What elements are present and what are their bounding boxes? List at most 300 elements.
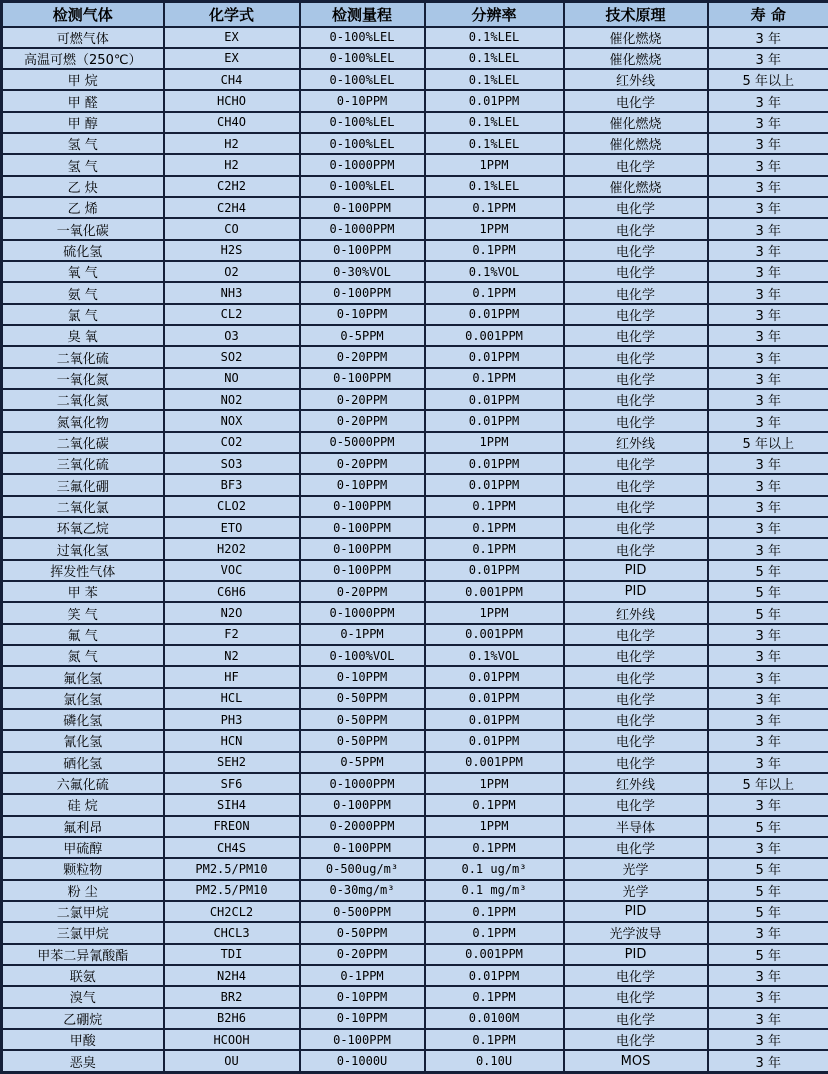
formula-cell: O2 (164, 261, 300, 282)
principle-cell: 电化学 (564, 325, 708, 346)
formula-cell: CH4O (164, 112, 300, 133)
lifespan-cell: 3 年 (708, 645, 828, 666)
table-row (2, 560, 828, 581)
table-body (2, 27, 828, 1073)
range-cell: 0-10PPM (300, 90, 425, 111)
principle-cell: 电化学 (564, 538, 708, 559)
principle-cell: PID (564, 560, 708, 581)
principle-cell: 催化燃烧 (564, 176, 708, 197)
table-row (2, 90, 828, 111)
principle-cell: 电化学 (564, 794, 708, 815)
lifespan-cell: 5 年以上 (708, 432, 828, 453)
resolution-cell: 0.1PPM (425, 986, 564, 1007)
formula-cell: F2 (164, 624, 300, 645)
gas-name-cell: 一氧化氮 (2, 368, 164, 389)
table-row (2, 837, 828, 858)
formula-cell: HCOOH (164, 1029, 300, 1050)
lifespan-cell: 3 年 (708, 986, 828, 1007)
formula-cell: TDI (164, 944, 300, 965)
table-row (2, 986, 828, 1007)
table-row (2, 517, 828, 538)
resolution-cell: 1PPM (425, 773, 564, 794)
range-cell: 0-100%LEL (300, 27, 425, 48)
resolution-cell: 0.1%LEL (425, 48, 564, 69)
gas-name-cell: 硅 烷 (2, 794, 164, 815)
principle-cell: 电化学 (564, 645, 708, 666)
table-row (2, 645, 828, 666)
table-row (2, 922, 828, 943)
range-cell: 0-20PPM (300, 581, 425, 602)
table-row (2, 453, 828, 474)
resolution-cell: 0.001PPM (425, 944, 564, 965)
range-cell: 0-20PPM (300, 346, 425, 367)
resolution-cell: 1PPM (425, 816, 564, 837)
range-cell: 0-1000U (300, 1050, 425, 1072)
principle-cell: 电化学 (564, 474, 708, 495)
formula-cell: SF6 (164, 773, 300, 794)
table-row (2, 752, 828, 773)
lifespan-cell: 3 年 (708, 261, 828, 282)
range-cell: 0-1000PPM (300, 602, 425, 623)
lifespan-cell: 3 年 (708, 368, 828, 389)
principle-cell: 红外线 (564, 432, 708, 453)
table-row (2, 176, 828, 197)
resolution-cell: 0.1%LEL (425, 27, 564, 48)
resolution-cell: 0.01PPM (425, 688, 564, 709)
range-cell: 0-2000PPM (300, 816, 425, 837)
principle-cell: PID (564, 581, 708, 602)
principle-cell: 电化学 (564, 1008, 708, 1029)
gas-name-cell: 联氨 (2, 965, 164, 986)
resolution-cell: 0.1%LEL (425, 133, 564, 154)
table-row (2, 304, 828, 325)
resolution-cell: 1PPM (425, 218, 564, 239)
resolution-cell: 0.1 ug/m³ (425, 858, 564, 879)
principle-cell: 催化燃烧 (564, 48, 708, 69)
table-row (2, 432, 828, 453)
gas-name-cell: 二氧化碳 (2, 432, 164, 453)
resolution-cell: 0.1PPM (425, 794, 564, 815)
table-row (2, 709, 828, 730)
principle-cell: 电化学 (564, 410, 708, 431)
col-header-range: 检测量程 (300, 2, 425, 27)
table-row (2, 410, 828, 431)
lifespan-cell: 3 年 (708, 218, 828, 239)
resolution-cell: 0.001PPM (425, 325, 564, 346)
resolution-cell: 0.1PPM (425, 538, 564, 559)
resolution-cell: 0.1PPM (425, 1029, 564, 1050)
col-header-resolution: 分辨率 (425, 2, 564, 27)
table-row (2, 154, 828, 175)
lifespan-cell: 3 年 (708, 453, 828, 474)
table-row (2, 688, 828, 709)
principle-cell: 电化学 (564, 666, 708, 687)
gas-name-cell: 笑 气 (2, 602, 164, 623)
range-cell: 0-20PPM (300, 410, 425, 431)
resolution-cell: 0.01PPM (425, 389, 564, 410)
table-row (2, 389, 828, 410)
formula-cell: NOX (164, 410, 300, 431)
table-row (2, 197, 828, 218)
gas-name-cell: 环氧乙烷 (2, 517, 164, 538)
formula-cell: CO (164, 218, 300, 239)
resolution-cell: 0.01PPM (425, 346, 564, 367)
table-row (2, 816, 828, 837)
formula-cell: SO3 (164, 453, 300, 474)
formula-cell: C2H4 (164, 197, 300, 218)
range-cell: 0-100PPM (300, 794, 425, 815)
table-row (2, 261, 828, 282)
lifespan-cell: 3 年 (708, 837, 828, 858)
resolution-cell: 0.01PPM (425, 304, 564, 325)
principle-cell: 电化学 (564, 496, 708, 517)
gas-name-cell: 甲 醇 (2, 112, 164, 133)
gas-name-cell: 氨 气 (2, 282, 164, 303)
table-row (2, 48, 828, 69)
resolution-cell: 1PPM (425, 602, 564, 623)
range-cell: 0-10PPM (300, 1008, 425, 1029)
table-row (2, 1008, 828, 1029)
range-cell: 0-100%LEL (300, 133, 425, 154)
lifespan-cell: 3 年 (708, 176, 828, 197)
principle-cell: 电化学 (564, 517, 708, 538)
resolution-cell: 1PPM (425, 432, 564, 453)
range-cell: 0-5PPM (300, 325, 425, 346)
range-cell: 0-100PPM (300, 538, 425, 559)
formula-cell: HCHO (164, 90, 300, 111)
col-header-lifespan: 寿 命 (708, 2, 828, 27)
table-row (2, 496, 828, 517)
table-row (2, 773, 828, 794)
range-cell: 0-10PPM (300, 666, 425, 687)
gas-name-cell: 硒化氢 (2, 752, 164, 773)
principle-cell: 电化学 (564, 282, 708, 303)
range-cell: 0-100PPM (300, 560, 425, 581)
lifespan-cell: 3 年 (708, 517, 828, 538)
formula-cell: VOC (164, 560, 300, 581)
gas-name-cell: 三氯甲烷 (2, 922, 164, 943)
lifespan-cell: 3 年 (708, 154, 828, 175)
range-cell: 0-20PPM (300, 389, 425, 410)
range-cell: 0-1000PPM (300, 154, 425, 175)
lifespan-cell: 5 年以上 (708, 69, 828, 90)
principle-cell: 电化学 (564, 368, 708, 389)
principle-cell: 红外线 (564, 773, 708, 794)
range-cell: 0-100PPM (300, 197, 425, 218)
lifespan-cell: 3 年 (708, 624, 828, 645)
gas-name-cell: 六氟化硫 (2, 773, 164, 794)
lifespan-cell: 3 年 (708, 688, 828, 709)
gas-name-cell: 恶臭 (2, 1050, 164, 1072)
gas-name-cell: 磷化氢 (2, 709, 164, 730)
range-cell: 0-1PPM (300, 624, 425, 645)
table-row (2, 730, 828, 751)
lifespan-cell: 5 年 (708, 880, 828, 901)
principle-cell: 催化燃烧 (564, 133, 708, 154)
lifespan-cell: 3 年 (708, 666, 828, 687)
principle-cell: 电化学 (564, 965, 708, 986)
lifespan-cell: 3 年 (708, 1050, 828, 1072)
principle-cell: 电化学 (564, 730, 708, 751)
principle-cell: MOS (564, 1050, 708, 1072)
range-cell: 0-100%LEL (300, 176, 425, 197)
table-row (2, 794, 828, 815)
resolution-cell: 0.01PPM (425, 709, 564, 730)
lifespan-cell: 5 年 (708, 581, 828, 602)
gas-name-cell: 甲 醛 (2, 90, 164, 111)
gas-name-cell: 二氯甲烷 (2, 901, 164, 922)
formula-cell: CL2 (164, 304, 300, 325)
formula-cell: N2 (164, 645, 300, 666)
gas-name-cell: 二氧化硫 (2, 346, 164, 367)
range-cell: 0-100PPM (300, 240, 425, 261)
formula-cell: HCN (164, 730, 300, 751)
resolution-cell: 0.01PPM (425, 666, 564, 687)
formula-cell: PM2.5/PM10 (164, 858, 300, 879)
lifespan-cell: 5 年 (708, 560, 828, 581)
resolution-cell: 0.01PPM (425, 453, 564, 474)
principle-cell: PID (564, 944, 708, 965)
range-cell: 0-100%LEL (300, 48, 425, 69)
lifespan-cell: 3 年 (708, 112, 828, 133)
resolution-cell: 0.1PPM (425, 197, 564, 218)
principle-cell: 电化学 (564, 837, 708, 858)
lifespan-cell: 3 年 (708, 197, 828, 218)
gas-name-cell: 过氧化氢 (2, 538, 164, 559)
lifespan-cell: 5 年 (708, 816, 828, 837)
resolution-cell: 0.1PPM (425, 901, 564, 922)
principle-cell: 电化学 (564, 389, 708, 410)
range-cell: 0-500ug/m³ (300, 858, 425, 879)
formula-cell: OU (164, 1050, 300, 1072)
table-row (2, 858, 828, 879)
lifespan-cell: 5 年以上 (708, 773, 828, 794)
principle-cell: 半导体 (564, 816, 708, 837)
lifespan-cell: 3 年 (708, 410, 828, 431)
lifespan-cell: 5 年 (708, 901, 828, 922)
resolution-cell: 0.1PPM (425, 368, 564, 389)
principle-cell: 电化学 (564, 197, 708, 218)
gas-name-cell: 粉 尘 (2, 880, 164, 901)
lifespan-cell: 5 年 (708, 858, 828, 879)
resolution-cell: 0.01PPM (425, 410, 564, 431)
formula-cell: HCL (164, 688, 300, 709)
resolution-cell: 0.1PPM (425, 922, 564, 943)
principle-cell: 电化学 (564, 1029, 708, 1050)
table-row (2, 368, 828, 389)
gas-name-cell: 氟化氢 (2, 666, 164, 687)
principle-cell: 电化学 (564, 261, 708, 282)
range-cell: 0-50PPM (300, 730, 425, 751)
formula-cell: CH4S (164, 837, 300, 858)
range-cell: 0-1PPM (300, 965, 425, 986)
formula-cell: CO2 (164, 432, 300, 453)
principle-cell: 电化学 (564, 90, 708, 111)
principle-cell: 电化学 (564, 346, 708, 367)
range-cell: 0-100PPM (300, 517, 425, 538)
range-cell: 0-50PPM (300, 922, 425, 943)
formula-cell: SO2 (164, 346, 300, 367)
lifespan-cell: 3 年 (708, 389, 828, 410)
formula-cell: NO (164, 368, 300, 389)
range-cell: 0-20PPM (300, 453, 425, 474)
table-row (2, 965, 828, 986)
formula-cell: HF (164, 666, 300, 687)
principle-cell: 电化学 (564, 688, 708, 709)
gas-name-cell: 乙 烯 (2, 197, 164, 218)
formula-cell: N2O (164, 602, 300, 623)
lifespan-cell: 3 年 (708, 752, 828, 773)
range-cell: 0-10PPM (300, 474, 425, 495)
table-row (2, 325, 828, 346)
gas-name-cell: 硫化氢 (2, 240, 164, 261)
gas-name-cell: 甲苯二异氰酸酯 (2, 944, 164, 965)
table-row (2, 474, 828, 495)
table-row (2, 133, 828, 154)
lifespan-cell: 3 年 (708, 730, 828, 751)
gas-name-cell: 氮氧化物 (2, 410, 164, 431)
principle-cell: 电化学 (564, 154, 708, 175)
resolution-cell: 0.1%LEL (425, 69, 564, 90)
lifespan-cell: 3 年 (708, 346, 828, 367)
principle-cell: 光学波导 (564, 922, 708, 943)
gas-name-cell: 甲 烷 (2, 69, 164, 90)
resolution-cell: 0.01PPM (425, 474, 564, 495)
gas-name-cell: 氢 气 (2, 133, 164, 154)
col-header-gas-name: 检测气体 (2, 2, 164, 27)
principle-cell: 电化学 (564, 218, 708, 239)
resolution-cell: 0.01PPM (425, 560, 564, 581)
lifespan-cell: 3 年 (708, 27, 828, 48)
formula-cell: B2H6 (164, 1008, 300, 1029)
principle-cell: 光学 (564, 880, 708, 901)
formula-cell: H2 (164, 133, 300, 154)
table-row (2, 581, 828, 602)
table-row (2, 538, 828, 559)
resolution-cell: 1PPM (425, 154, 564, 175)
resolution-cell: 0.10U (425, 1050, 564, 1072)
range-cell: 0-10PPM (300, 986, 425, 1007)
gas-name-cell: 氧 气 (2, 261, 164, 282)
table-row (2, 1050, 828, 1072)
formula-cell: NH3 (164, 282, 300, 303)
gas-name-cell: 氯 气 (2, 304, 164, 325)
range-cell: 0-100PPM (300, 837, 425, 858)
formula-cell: SEH2 (164, 752, 300, 773)
formula-cell: EX (164, 48, 300, 69)
gas-name-cell: 颗粒物 (2, 858, 164, 879)
formula-cell: H2 (164, 154, 300, 175)
range-cell: 0-100PPM (300, 496, 425, 517)
formula-cell: EX (164, 27, 300, 48)
header-row (2, 2, 828, 27)
col-header-principle: 技术原理 (564, 2, 708, 27)
gas-name-cell: 氰化氢 (2, 730, 164, 751)
table-row (2, 112, 828, 133)
formula-cell: SIH4 (164, 794, 300, 815)
gas-name-cell: 氮 气 (2, 645, 164, 666)
gas-name-cell: 氢 气 (2, 154, 164, 175)
lifespan-cell: 3 年 (708, 282, 828, 303)
resolution-cell: 0.1PPM (425, 240, 564, 261)
lifespan-cell: 3 年 (708, 1008, 828, 1029)
gas-name-cell: 甲酸 (2, 1029, 164, 1050)
gas-name-cell: 可燃气体 (2, 27, 164, 48)
resolution-cell: 0.1PPM (425, 517, 564, 538)
lifespan-cell: 3 年 (708, 304, 828, 325)
formula-cell: CLO2 (164, 496, 300, 517)
lifespan-cell: 3 年 (708, 496, 828, 517)
resolution-cell: 0.001PPM (425, 624, 564, 645)
gas-name-cell: 溴气 (2, 986, 164, 1007)
range-cell: 0-100%LEL (300, 69, 425, 90)
gas-name-cell: 三氟化硼 (2, 474, 164, 495)
range-cell: 0-20PPM (300, 944, 425, 965)
table-row (2, 666, 828, 687)
lifespan-cell: 3 年 (708, 240, 828, 261)
principle-cell: 电化学 (564, 453, 708, 474)
range-cell: 0-5000PPM (300, 432, 425, 453)
gas-name-cell: 臭 氧 (2, 325, 164, 346)
resolution-cell: 0.01PPM (425, 730, 564, 751)
lifespan-cell: 3 年 (708, 48, 828, 69)
table-row (2, 901, 828, 922)
table-row (2, 880, 828, 901)
resolution-cell: 0.1%LEL (425, 112, 564, 133)
formula-cell: BF3 (164, 474, 300, 495)
col-header-formula: 化学式 (164, 2, 300, 27)
range-cell: 0-100%LEL (300, 112, 425, 133)
range-cell: 0-30mg/m³ (300, 880, 425, 901)
formula-cell: ETO (164, 517, 300, 538)
gas-name-cell: 乙 炔 (2, 176, 164, 197)
resolution-cell: 0.001PPM (425, 752, 564, 773)
principle-cell: 电化学 (564, 624, 708, 645)
lifespan-cell: 3 年 (708, 474, 828, 495)
gas-name-cell: 一氧化碳 (2, 218, 164, 239)
gas-name-cell: 挥发性气体 (2, 560, 164, 581)
table-row (2, 346, 828, 367)
range-cell: 0-100%VOL (300, 645, 425, 666)
formula-cell: O3 (164, 325, 300, 346)
formula-cell: C2H2 (164, 176, 300, 197)
gas-name-cell: 三氧化硫 (2, 453, 164, 474)
resolution-cell: 0.01PPM (425, 90, 564, 111)
formula-cell: PM2.5/PM10 (164, 880, 300, 901)
lifespan-cell: 3 年 (708, 1029, 828, 1050)
lifespan-cell: 3 年 (708, 965, 828, 986)
table-row (2, 602, 828, 623)
formula-cell: BR2 (164, 986, 300, 1007)
gas-name-cell: 二氧化氯 (2, 496, 164, 517)
table-row (2, 624, 828, 645)
range-cell: 0-100PPM (300, 368, 425, 389)
lifespan-cell: 5 年 (708, 944, 828, 965)
gas-name-cell: 氯化氢 (2, 688, 164, 709)
resolution-cell: 0.1PPM (425, 282, 564, 303)
resolution-cell: 0.1PPM (425, 496, 564, 517)
table-row (2, 218, 828, 239)
table-row (2, 27, 828, 48)
principle-cell: 电化学 (564, 709, 708, 730)
principle-cell: 电化学 (564, 304, 708, 325)
gas-name-cell: 二氧化氮 (2, 389, 164, 410)
formula-cell: N2H4 (164, 965, 300, 986)
formula-cell: CH2CL2 (164, 901, 300, 922)
resolution-cell: 0.1%VOL (425, 261, 564, 282)
formula-cell: C6H6 (164, 581, 300, 602)
formula-cell: H2S (164, 240, 300, 261)
